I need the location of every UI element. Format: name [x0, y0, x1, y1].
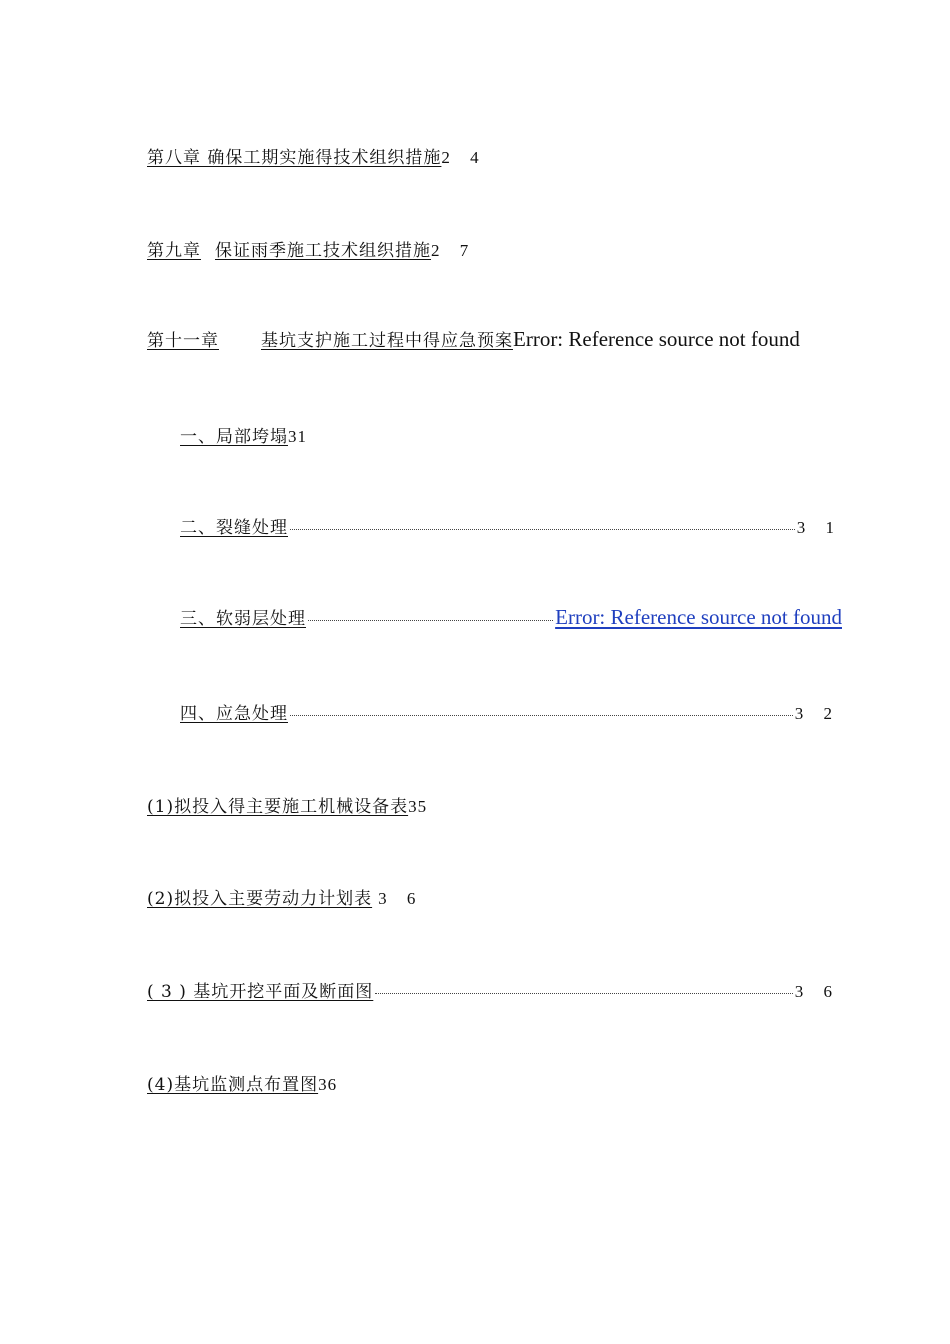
toc-entry-chapter-name: 保证雨季施工技术组织措施: [215, 241, 431, 261]
toc-entry-page-error-link[interactable]: Error: Reference source not found: [555, 605, 842, 629]
toc-entry-appendix-3[interactable]: [147, 977, 840, 1002]
toc-entry-title[interactable]: (2)拟投入主要劳动力计划表: [147, 889, 373, 909]
toc-entry-appendix-4[interactable]: [147, 1070, 337, 1095]
toc-entry-section-2[interactable]: [180, 513, 842, 538]
toc-entry-page: 3 6: [794, 982, 840, 1001]
toc-entry-title[interactable]: ( 3 ) 基坑开挖平面及断面图: [147, 982, 374, 1002]
toc-entry-section-4[interactable]: [180, 699, 840, 724]
toc-entry-title[interactable]: 二、裂缝处理: [180, 518, 288, 538]
toc-leader-dots: [308, 619, 553, 621]
toc-entry-chapter-8[interactable]: [147, 143, 487, 168]
toc-entry-title[interactable]: 第八章 确保工期实施得技术组织措施: [147, 148, 442, 168]
toc-entry-chapter-name: 基坑支护施工过程中得应急预案: [261, 331, 513, 351]
toc-leader-dots: [290, 714, 793, 716]
toc-entry-chapter-9[interactable]: [147, 236, 476, 261]
toc-entry-section-1[interactable]: [180, 422, 307, 447]
toc-entry-page-error: Error: Reference source not found: [513, 327, 800, 351]
toc-entry-page: 3 1: [796, 518, 842, 537]
toc-entry-section-3[interactable]: [180, 604, 842, 630]
toc-entry-page: 3 6: [378, 889, 424, 908]
toc-entry-chapter-11[interactable]: [147, 326, 800, 352]
toc-entry-appendix-1[interactable]: [147, 792, 427, 817]
toc-entry-page: 2 7: [431, 241, 477, 260]
toc-entry-page: 36: [318, 1075, 338, 1094]
toc-entry-title[interactable]: 一、局部垮塌: [180, 427, 288, 447]
toc-entry-chapter-number: 第十一章: [147, 331, 219, 351]
toc-entry-page: 2 4: [441, 148, 487, 167]
toc-entry-title[interactable]: 四、应急处理: [180, 704, 288, 724]
toc-entry-page: 3 2: [794, 704, 840, 723]
toc-entry-title[interactable]: (1)拟投入得主要施工机械设备表: [147, 797, 409, 817]
toc-entry-title[interactable]: (4)基坑监测点布置图: [147, 1075, 319, 1095]
toc-entry-appendix-2[interactable]: [147, 884, 423, 909]
toc-entry-page: 35: [408, 797, 428, 816]
toc-entry-page: 31: [288, 427, 307, 446]
toc-entry-chapter-number: 第九章: [147, 241, 201, 261]
toc-leader-dots: [290, 528, 795, 530]
toc-leader-dots: [375, 992, 792, 994]
toc-entry-title[interactable]: 三、软弱层处理: [180, 609, 306, 629]
toc-entry-title[interactable]: [147, 326, 513, 351]
toc-entry-title[interactable]: [147, 236, 431, 261]
